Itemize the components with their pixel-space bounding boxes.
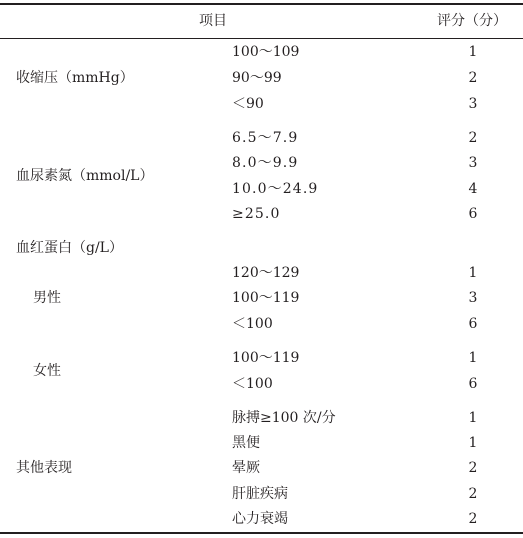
row-score: 1 — [468, 410, 478, 426]
row-score: 4 — [468, 181, 478, 197]
row-score: 2 — [468, 511, 478, 527]
row-value: 90～99 — [232, 70, 282, 86]
row-value: 120～129 — [232, 265, 300, 281]
row-value: 100～109 — [232, 44, 300, 60]
row-score: 6 — [468, 376, 478, 392]
row-score: 6 — [468, 316, 478, 332]
row-value: 8.0～9.9 — [232, 155, 299, 171]
row-score: 6 — [468, 206, 478, 222]
row-value: 心力衰竭 — [232, 511, 288, 527]
subgroup-name-female: 女性 — [33, 363, 61, 379]
row-value: ＜100 — [232, 376, 273, 392]
table-header-rule — [0, 38, 523, 39]
table-top-rule — [0, 3, 523, 5]
row-value: 脉搏≥100 次/分 — [232, 410, 336, 426]
row-value: ≥25.0 — [232, 206, 281, 222]
row-value: 100～119 — [232, 290, 300, 306]
row-score: 1 — [468, 435, 478, 451]
row-score: 3 — [468, 96, 478, 112]
group-name-systolic: 收缩压（mmHg） — [16, 70, 134, 86]
row-score: 3 — [468, 155, 478, 171]
row-value: ＜90 — [232, 96, 264, 112]
row-value: 6.5～7.9 — [232, 130, 299, 146]
header-score: 评分（分） — [437, 13, 507, 29]
row-score: 1 — [468, 265, 478, 281]
row-score: 2 — [468, 460, 478, 476]
row-score: 2 — [468, 486, 478, 502]
table-bottom-rule — [0, 532, 523, 534]
row-value: ＜100 — [232, 316, 273, 332]
row-value: 肝脏疾病 — [232, 486, 288, 502]
group-name-bun: 血尿素氮（mmol/L） — [16, 168, 154, 184]
group-name-other: 其他表现 — [16, 460, 72, 476]
row-score: 2 — [468, 70, 478, 86]
row-score: 1 — [468, 44, 478, 60]
row-value: 100～119 — [232, 350, 300, 366]
row-score: 3 — [468, 290, 478, 306]
row-value: 10.0～24.9 — [232, 181, 319, 197]
row-value: 黑便 — [232, 435, 260, 451]
row-score: 2 — [468, 130, 478, 146]
header-item: 项目 — [199, 13, 227, 29]
group-name-hemoglobin: 血红蛋白（g/L） — [16, 240, 123, 256]
subgroup-name-male: 男性 — [33, 290, 61, 306]
row-value: 晕厥 — [232, 460, 260, 476]
row-score: 1 — [468, 350, 478, 366]
